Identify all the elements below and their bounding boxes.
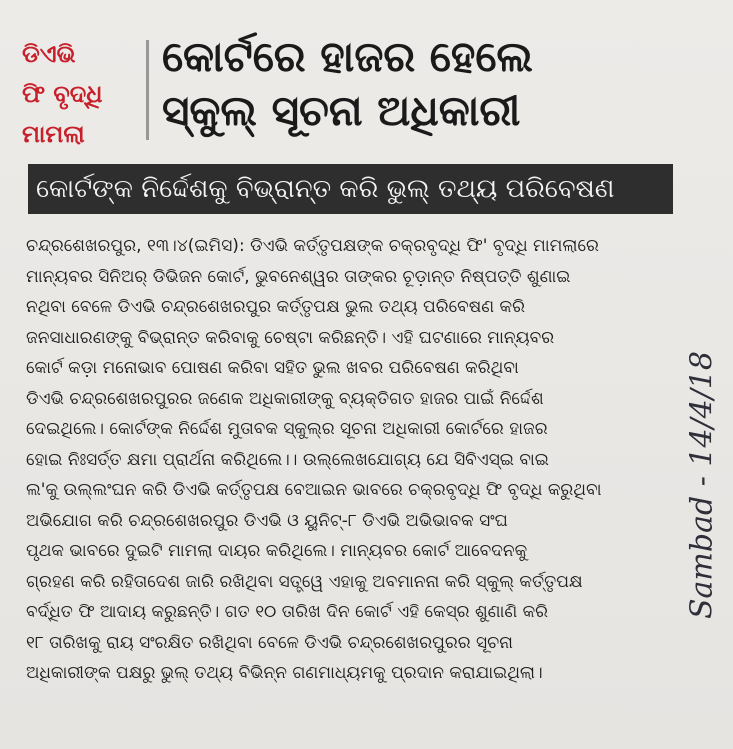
body-line: ମାନ୍ୟବର ସିନିଅର୍ ଡିଭିଜନ କୋର୍ଟ, ଭୁବନେଶ୍ୱର ତାଙ୍କର ଚୂଡ଼ାନ୍ତ ନିଷ୍ପତ୍ତି ଶୁଣାଇ [26,266,571,287]
body-line: ଅଧିକାରୀଙ୍କ ପକ୍ଷରୁ ଭୁଲ୍ ତଥ୍ୟ ବିଭିନ୍ନ ଗଣମାଧ୍ୟମକୁ ପ୍ରଦାନ କରାଯାଇଥିଲା। [26,663,543,683]
handwritten-source-note [672,250,732,720]
kicker-line: ଡିଏଭି [22,40,76,68]
headline-line: ସ୍କୁଲ୍ ସୂଚନା ଅଧିକାରୀ [162,86,521,135]
body-line: ଦେଇଥିଲେ। କୋର୍ଟଙ୍କ ନିର୍ଦ୍ଦେଶ ମୁତାବକ ସ୍କୁଲ୍ର ସୂଚନା ଅଧିକାରୀ କୋର୍ଟରେ ହାଜର [26,419,548,439]
body-line: ଲ'କୁ ଉଲ୍ଲଂଘନ କରି ଡିଏଭି କର୍ତ୍ତୃପକ୍ଷ ବେଆଇନ ଭାବରେ ଚକ୍ରବୃଦ୍ଧି ଫି ବୃଦ୍ଧି କରୁଥିବା [26,480,602,500]
kicker-line: ମାମଲା [22,120,85,148]
kicker-line: ଫି ବୃଦ୍ଧି [22,80,103,108]
section-kicker [22,34,132,154]
body-line: ନଥିବା ବେଳେ ଡିଏଭି ଚନ୍ଦ୍ରଶେଖରପୁର କର୍ତ୍ତୃପକ୍ଷ ଭୁଲ ତଥ୍ୟ ପରିବେଷଣ କରି [26,297,525,317]
body-line: ପୃଥକ ଭାବରେ ଦୁଇଟି ମାମଲା ଦାୟର କରିଥିଲେ। ମାନ୍ୟବର କୋର୍ଟ ଆବେଦନକୁ [26,541,528,561]
body-line: ଗ୍ରହଣ କରି ରହିତାଦେଶ ଜାରି ରଖିଥିବା ସତ୍ତ୍ୱେ ଏହାକୁ ଅବମାନନା କରି ସ୍କୁଲ୍ କର୍ତ୍ତୃପକ୍ଷ [26,571,583,592]
body-line: ଅଭିଯୋଗ କରି ଚନ୍ଦ୍ରଶେଖରପୁର ଡିଏଭି ଓ ୟୁନିଟ୍-୮ ଡିଏଭି ଅଭିଭାବକ ସଂଘ [26,510,508,531]
body-line: ଡିଏଭି ଚନ୍ଦ୍ରଶେଖରପୁରର ଜଣେକ ଅଧିକାରୀଙ୍କୁ ବ୍ୟକ୍ତିଗତ ହାଜର ପାଇଁ ନିର୍ଦ୍ଦେଶ [26,388,544,409]
body-line: ଚନ୍ଦ୍ରଶେଖରପୁର, ୧୩।୪(ଇମିସ): ଡିଏଭି କର୍ତ୍ତୃପକ୍ଷଙ୍କ ଚକ୍ରବୃଦ୍ଧି ଫି' ବୃଦ୍ଧି ମାମଲାରେ [26,236,599,256]
vertical-divider [146,40,149,140]
body-line: କୋର୍ଟ କଡ଼ା ମନୋଭାବ ପୋଷଣ କରିବା ସହିତ ଭୁଲ ଖବର ପରିବେଷଣ କରିଥିବା [26,358,519,378]
handwritten-note-text: Sambad - 14/4/18 [684,350,720,620]
body-line: ବର୍ଦ୍ଧିତ ଫି ଆଦାୟ କରୁଛନ୍ତି। ଗତ ୧୦ ତାରିଖ ଦିନ କୋର୍ଟ ଏହି କେସ୍ର ଶୁଣାଣି କରି [26,602,549,622]
subheadline-banner: କୋର୍ଟଙ୍କ ନିର୍ଦ୍ଦେଶକୁ ବିଭ୍ରାନ୍ତ କରି ଭୁଲ୍ ତଥ୍ୟ ପରିବେଷଣ [28,164,673,214]
body-line: ହୋଇ ନିଃସର୍ତ୍ତ କ୍ଷମା ପ୍ରାର୍ଥନା କରିଥିଲେ।। ଉଲ୍ଲେଖଯୋଗ୍ୟ ଯେ ସିବିଏସ୍ଇ ବାଇ [26,449,549,470]
article-body [26,231,691,689]
body-line: ଜନସାଧାରଣଙ୍କୁ ବିଭ୍ରାନ୍ତ କରିବାକୁ ଚେଷ୍ଟା କରିଛନ୍ତି। ଏହି ଘଟଣାରେ ମାନ୍ୟବର [26,327,555,348]
headline [162,30,682,138]
headline-line: କୋର୍ଟରେ ହାଜର ହେଲେ [162,32,533,81]
body-line: ୧୮ ତାରିଖକୁ ରାୟ ସଂରକ୍ଷିତ ରଖିଥିବା ବେଳେ ଡିଏଭି ଚନ୍ଦ୍ରଶେଖରପୁରର ସୂଚନା [26,632,513,653]
